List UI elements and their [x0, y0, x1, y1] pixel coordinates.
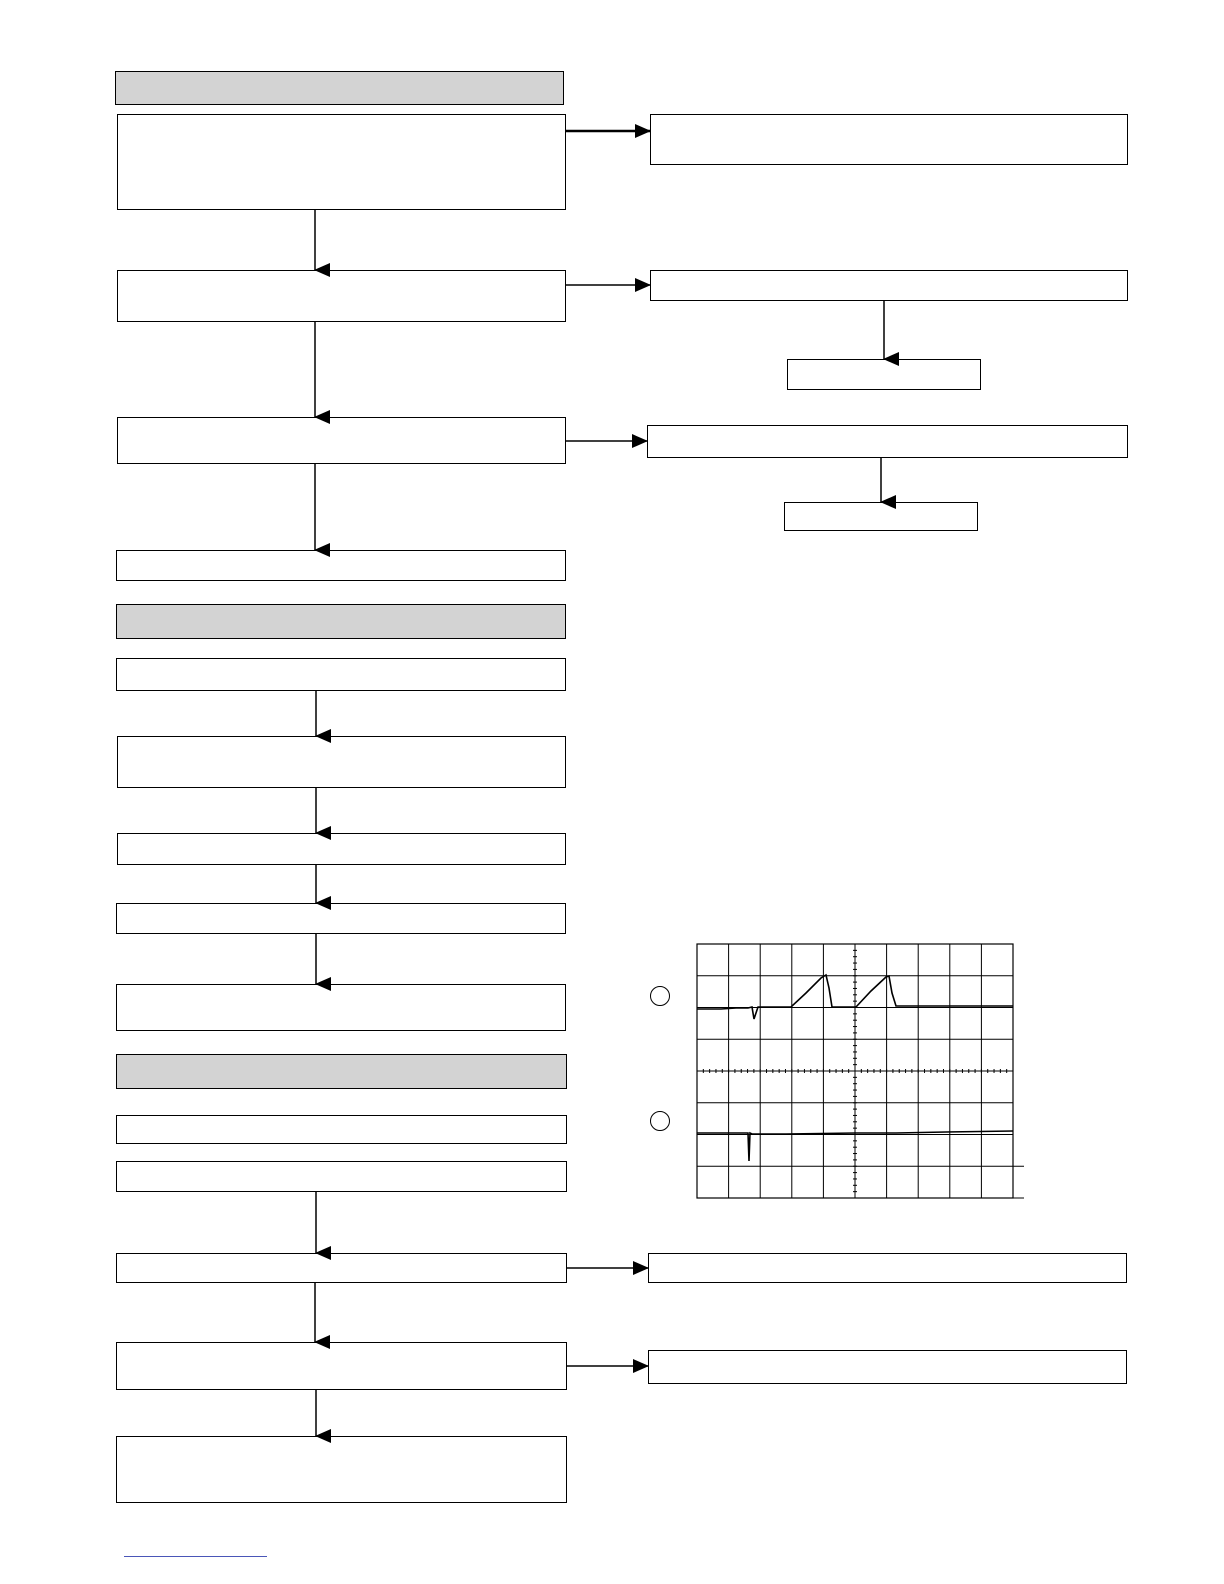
oscilloscope-waveform	[696, 943, 1026, 1201]
footer-link-underline[interactable]	[124, 1556, 267, 1557]
scope-grid	[696, 943, 1026, 1201]
scope-channel-marker-2	[650, 1111, 670, 1131]
scope-channel-marker-1	[650, 986, 670, 1006]
